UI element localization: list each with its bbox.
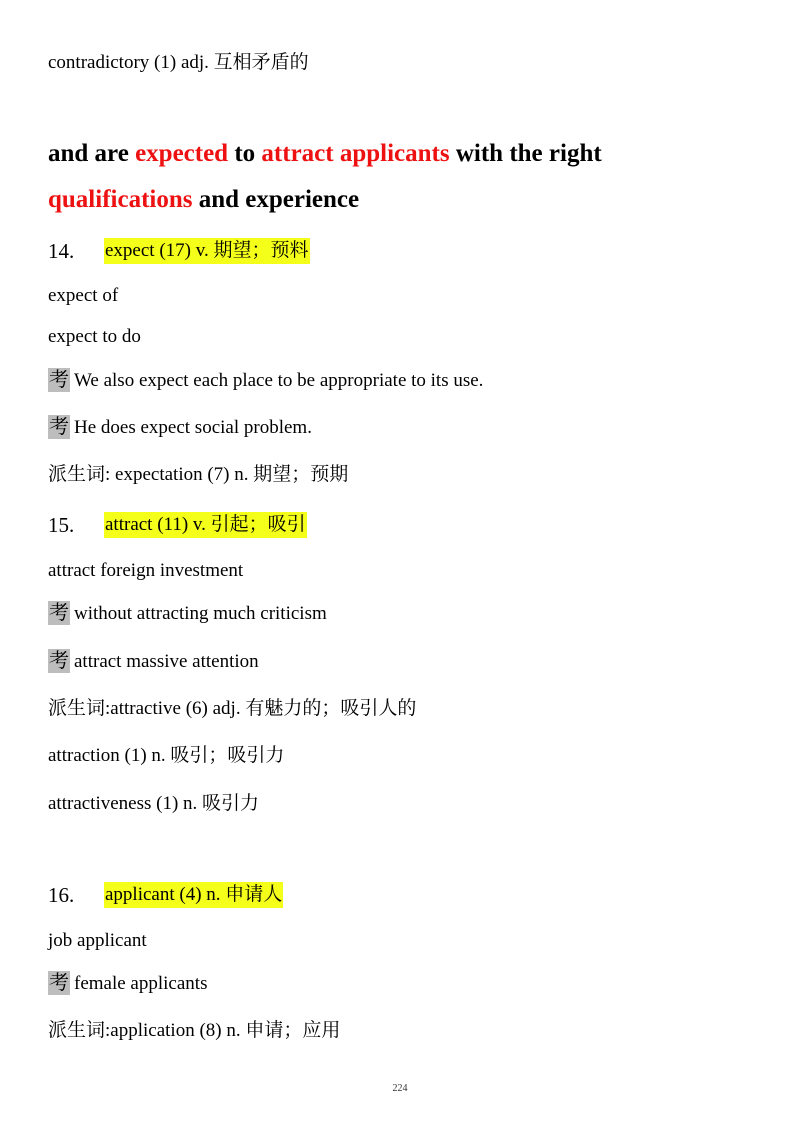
phrase-expect-to-do: expect to do: [48, 326, 141, 347]
derivative-application: 派生词:application (8) n. 申请；应用: [48, 1020, 341, 1041]
exam-example: [48, 415, 312, 440]
example-text: without attracting much criticism: [74, 603, 327, 624]
entry-number-14: 14.: [48, 239, 75, 263]
phrase-attract-foreign-investment: attract foreign investment: [48, 560, 244, 581]
derivative-attraction: attraction (1) n. 吸引；吸引力: [48, 745, 285, 766]
key-sentence-line-2: [48, 185, 359, 215]
entry-contradictory: contradictory (1) adj. 互相矛盾的: [48, 52, 309, 73]
keyword-expected: expected: [135, 140, 229, 167]
exam-example: [48, 601, 327, 626]
derivative-attractiveness: attractiveness (1) n. 吸引力: [48, 793, 260, 814]
phrase-expect-of: expect of: [48, 285, 119, 306]
sentence-text: and experience: [192, 186, 360, 213]
exam-example: [48, 971, 207, 996]
sentence-text: with the right: [449, 140, 602, 167]
entry-number-16: 16.: [48, 883, 75, 907]
example-text: female applicants: [74, 973, 208, 994]
headword-expect: expect (17) v. 期望；预料: [104, 238, 310, 264]
headword-applicant: applicant (4) n. 申请人: [104, 882, 283, 908]
kao-marker-icon: 考: [49, 972, 69, 994]
sentence-text: to: [228, 140, 262, 167]
entry-number-15: 15.: [48, 513, 75, 537]
kao-marker-icon: 考: [49, 416, 69, 438]
example-text: We also expect each place to be appropriate to its use.: [74, 370, 484, 391]
keyword-attract-applicants: attract applicants: [261, 140, 450, 167]
derivative-expectation: 派生词: expectation (7) n. 期望；预期: [48, 464, 349, 485]
example-text: attract massive attention: [74, 651, 259, 672]
sentence-text: and are: [48, 140, 136, 167]
keyword-qualifications: qualifications: [48, 186, 193, 213]
phrase-job-applicant: job applicant: [48, 930, 147, 951]
exam-example: [48, 368, 483, 393]
page-number: 224: [392, 1083, 408, 1094]
kao-marker-icon: 考: [49, 650, 69, 672]
kao-marker-icon: 考: [49, 602, 69, 624]
key-sentence-line-1: [48, 139, 602, 169]
exam-example: [48, 649, 259, 674]
kao-marker-icon: 考: [49, 369, 69, 391]
headword-attract: attract (11) v. 引起；吸引: [104, 512, 307, 538]
example-text: He does expect social problem.: [74, 417, 312, 438]
derivative-attractive: 派生词:attractive (6) adj. 有魅力的；吸引人的: [48, 698, 417, 719]
